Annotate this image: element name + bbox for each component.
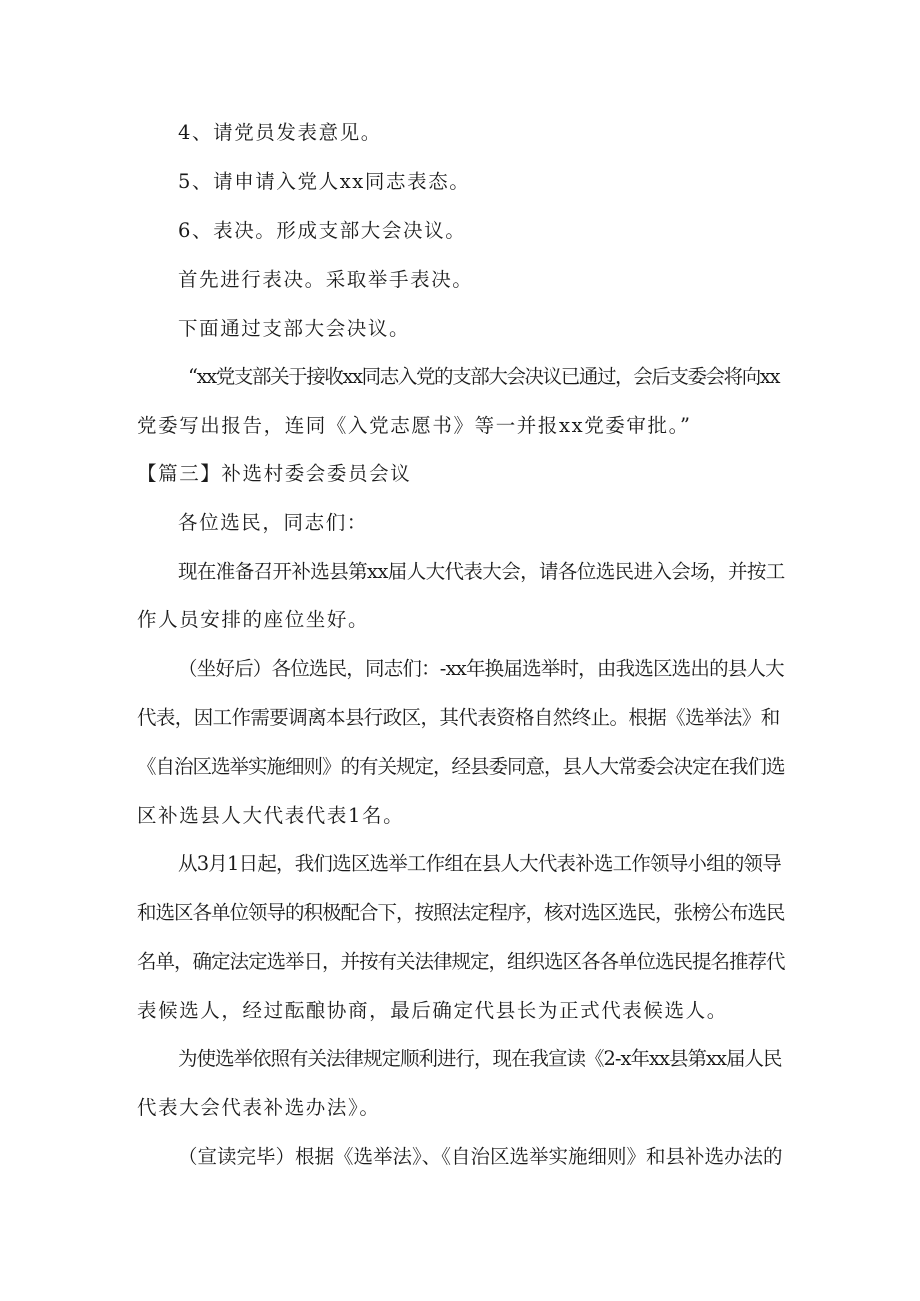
paragraph-line: 从3月1日起，我们选区选举工作组在县人大代表补选工作领导小组的领导 (178, 852, 781, 875)
paragraph-line: 首先进行表决。采取举手表决。 (178, 268, 474, 291)
section-heading: 【篇三】补选村委会委员会议 (137, 462, 412, 485)
salutation: 各位选民，同志们： (178, 511, 368, 534)
paragraph-line: （宣读完毕）根据《选举法》、《自治区选举实施细则》和县补选办法的 (178, 1145, 783, 1168)
resolution-quote-line: “xx党支部关于接收xx同志入党的支部大会决议已通过，会后支委会将向xx (188, 365, 780, 388)
paragraph-line: 为使选举依照有关法律规定顺利进行，现在我宣读《2-x年xx县第xx届人民 (178, 1047, 782, 1070)
list-item-4: 4、请党员发表意见。 (178, 121, 382, 144)
list-item-6: 6、表决。形成支部大会决议。 (178, 219, 467, 242)
list-item-5: 5、请申请入党人xx同志表态。 (178, 170, 471, 193)
resolution-quote-line: 党委写出报告，连同《入党志愿书》等一并报xx党委审批。” (137, 414, 692, 437)
paragraph-line: 代表，因工作需要调离本县行政区，其代表资格自然终止。根据《选举法》和 (137, 706, 780, 729)
paragraph-line: （坐好后）各位选民，同志们：-xx年换届选举时，由我选区选出的县人大 (178, 657, 784, 680)
paragraph-line: 和选区各单位领导的积极配合下，按照法定程序，核对选区选民，张榜公布选民 (137, 901, 785, 924)
paragraph-line: 现在准备召开补选县第xx届人大代表大会，请各位选民进入会场，并按工 (178, 560, 785, 583)
paragraph-line: 作人员安排的座位坐好。 (137, 608, 370, 631)
paragraph-line: 名单，确定法定选举日，并按有关法律规定，组织选区各各单位选民提名推荐代 (137, 950, 785, 973)
paragraph-line: 下面通过支部大会决议。 (178, 317, 411, 340)
paragraph-line: 表候选人，经过酝酿协商，最后确定代县长为正式代表候选人。 (137, 999, 728, 1022)
paragraph-line: 区补选县人大代表代表1名。 (137, 804, 405, 827)
paragraph-line: 代表大会代表补选办法》。 (137, 1096, 381, 1119)
paragraph-line: 《自治区选举实施细则》的有关规定，经县委同意，县人大常委会决定在我们选 (137, 755, 785, 778)
